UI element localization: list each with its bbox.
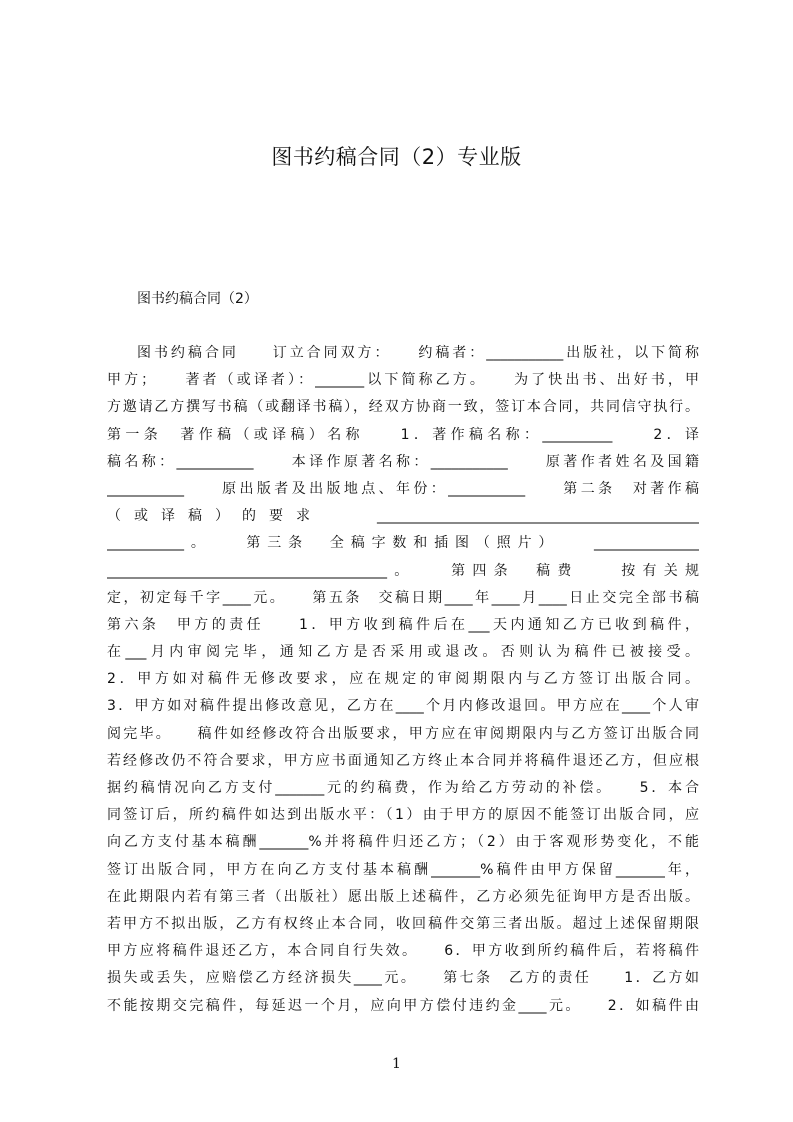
- body-line: 3．甲方如对稿件提出修改意见，乙方在____个月内修改退回。甲方应在____个人审: [107, 698, 699, 715]
- page-number: 1: [392, 1056, 401, 1072]
- body-line: 若经修改仍不符合要求，甲方应书面通知乙方终止本合同并将稿件退还乙方，但应根: [107, 752, 699, 769]
- body-line: ________________________________________。 第四条 稿费 按有关规: [107, 562, 699, 579]
- body-line: 定，初定每千字____元。 第五条 交稿日期____年____月____日止交完全部书稿: [107, 589, 699, 606]
- body-line: 甲方； 著者（或译者）：_______以下简称乙方。 为了快出书、出好书，甲: [107, 372, 699, 389]
- contract-body: [107, 340, 699, 1020]
- document-title: 图书约稿合同（2）专业版: [271, 145, 522, 169]
- body-line: 若甲方不拟出版，乙方有权终止本合同，收回稿件交第三者出版。超过上述保留期限: [107, 915, 699, 932]
- body-line: 第六条 甲方的责任 1．甲方收到稿件后在___天内通知乙方已收到稿件，: [107, 616, 699, 633]
- body-line: 图书约稿合同 订立合同双方： 约稿者：___________出版社，以下简称: [137, 345, 699, 361]
- body-line: 签订出版合同，甲方在向乙方支付基本稿酬_______%稿件由甲方保留_______年，: [107, 861, 699, 878]
- body-line: 据约稿情况向乙方支付_______元的约稿费，作为给乙方劳动的补偿。 5．本合: [107, 780, 699, 796]
- body-line: 在此期限内若有第三者（出版社）愿出版上述稿件，乙方必须先征询甲方是否出版。: [107, 888, 699, 905]
- body-line: （或译稿）的要求 ______________________________________________: [107, 508, 699, 525]
- body-line: 损失或丢失，应赔偿乙方经济损失____元。 第七条 乙方的责任 1．乙方如: [107, 970, 699, 987]
- body-line: 稿名称：___________ 本译作原著名称：___________ 原著作者姓名及国籍: [107, 453, 699, 470]
- body-line: 向乙方支付基本稿酬_______%并将稿件归还乙方；（2）由于客观形势变化，不能: [107, 834, 699, 851]
- body-line: 甲方应将稿件退还乙方，本合同自行失效。 6．甲方收到所约稿件后，若将稿件: [107, 943, 699, 960]
- body-line: ___________ 原出版者及出版地点、年份：___________ 第二条 对著作稿: [107, 480, 699, 497]
- document-subtitle: 图书约稿合同（2）: [137, 291, 258, 307]
- body-line: 方邀请乙方撰写书稿（或翻译书稿），经双方协商一致，签订本合同，共同信守执行。: [107, 399, 699, 416]
- body-line: 阅完毕。 稿件如经修改符合出版要求，甲方应在审阅期限内与乙方签订出版合同: [107, 725, 699, 742]
- body-line: 同签订后，所约稿件如达到出版水平：（1）由于甲方的原因不能签订出版合同，应: [107, 807, 699, 824]
- body-line: 不能按期交完稿件，每延迟一个月，应向甲方偿付违约金____元。 2．如稿件由: [107, 997, 699, 1014]
- body-line: 在___月内审阅完毕，通知乙方是否采用或退改。否则认为稿件已被接受。: [107, 644, 699, 661]
- body-line: 第一条 著作稿（或译稿）名称 1．著作稿名称：__________ 2．译: [107, 426, 699, 443]
- body-line: 2．甲方如对稿件无修改要求，应在规定的审阅期限内与乙方签订出版合同。: [107, 671, 699, 688]
- body-line: ___________。 第三条 全稿字数和插图（照片） _______________: [107, 535, 699, 552]
